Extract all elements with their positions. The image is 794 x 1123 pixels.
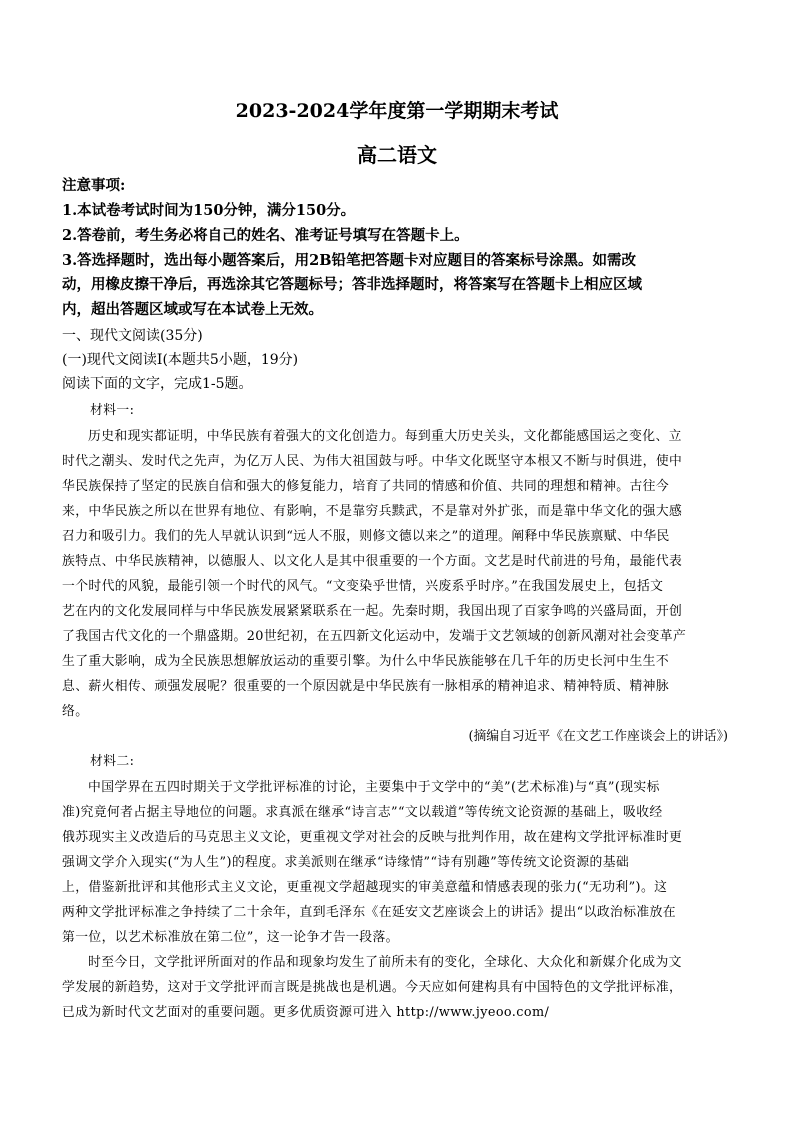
material1-line: 络。 <box>62 704 89 719</box>
material1-source: (摘编自习近平《在文艺工作座谈会上的讲话》) <box>468 729 728 744</box>
material2-line: 已成为新时代文艺面对的重要问题。更多优质资源可进入 http://www.jyeoo.com/ <box>62 1005 550 1020</box>
section-subheading: (一)现代文阅读Ⅰ(本题共5小题，19分) <box>62 352 299 368</box>
exam-title: 2023-2024学年度第一学期期末考试 <box>235 100 559 122</box>
material1-line: 族特点、中华民族精神，以德服人、以文化人是其中很重要的一个方面。文艺是时代前进的号角，最能代表 <box>62 554 683 569</box>
material1-line: 一个时代的风貌，最能引领一个时代的风气。“文变染乎世情，兴废系乎时序。”在我国发展史上，包括文 <box>62 579 664 594</box>
notice-line: 动，用橡皮擦干净后，再选涂其它答题标号；答非选择题时，将答案写在答题卡上相应区域 <box>62 276 642 293</box>
material2-line: 准)究竟何者占据主导地位的问题。求真派在继承“诗言志”“文以载道”等传统文论资源的基础上，吸收经 <box>62 805 663 820</box>
material1-line: 时代之潮头、发时代之先声，为亿万人民、为伟大祖国鼓与呼。中华文化既坚守本根又不断与时俱进，使中 <box>62 454 683 469</box>
material1-line: 历史和现实都证明，中华民族有着强大的文化创造力。每到重大历史关头，文化都能感国运之变化、立 <box>88 429 682 444</box>
notice-heading: 注意事项: <box>62 177 126 194</box>
material2-line: 学发展的新趋势，这对于文学批评而言既是挑战也是机遇。今天应如何建构具有中国特色的文学批评标准， <box>62 980 683 995</box>
material1-line: 了我国古代文化的一个鼎盛期。20世纪初，在五四新文化运动中，发端于文艺领域的创新风潮对社会变革产 <box>62 629 687 644</box>
notice-line: 3.答选择题时，选出每小题答案后，用2B铅笔把答题卡对应题目的答案标号涂黑。如需改 <box>62 252 636 269</box>
notice-line: 1.本试卷考试时间为150分钟，满分150分。 <box>62 202 356 219</box>
notice-line: 内，超出答题区域或写在本试卷上无效。 <box>62 301 323 318</box>
material2-label: 材料二: <box>90 754 135 769</box>
section-instruction: 阅读下面的文字，完成1-5题。 <box>62 376 253 392</box>
section-heading: 一、现代文阅读(35分) <box>62 328 203 344</box>
material2-line: 俄苏现实主义改造后的马克思主义文论，更重视文学对社会的反映与批判作用，故在建构文学批评标准时更 <box>62 830 683 845</box>
material1-line: 华民族保持了坚定的民族自信和强大的修复能力，培育了共同的情感和价值、共同的理想和精神。古往今 <box>62 479 670 494</box>
material2-line: 第一位，以艺术标准放在第二位”，这一论争才告一段落。 <box>62 930 399 945</box>
material1-line: 生了重大影响，成为全民族思想解放运动的重要引擎。为什么中华民族能够在几千年的历史长河中生生不 <box>62 654 670 669</box>
material2-line: 强调文学介入现实(“为人生”)的程度。求美派则在继承“诗缘情”“诗有别趣”等传统文论资源的基础 <box>62 855 630 870</box>
exam-subtitle: 高二语文 <box>357 143 437 167</box>
material2-line: 上，借鉴新批评和其他形式主义文论，更重视文学超越现实的审美意蕴和情感表现的张力(“无功利”)。这 <box>62 880 668 895</box>
material1-line: 艺在内的文化发展同样与中华民族发展紧紧联系在一起。先秦时期，我国出现了百家争鸣的兴盛局面，开创 <box>62 604 683 619</box>
material2-line: 时至今日，文学批评所面对的作品和现象均发生了前所未有的变化，全球化、大众化和新媒介化成为文 <box>88 955 682 970</box>
material2-line: 两种文学批评标准之争持续了二十余年，直到毛泽东《在延安文艺座谈会上的讲话》提出“以政治标准放在 <box>62 905 676 920</box>
material1-label: 材料一: <box>90 403 135 418</box>
material1-line: 召力和吸引力。我们的先人早就认识到“远人不服，则修文德以来之”的道理。阐释中华民族禀赋、中华民 <box>62 529 670 544</box>
material1-line: 息、薪火相传、顽强发展呢？很重要的一个原因就是中华民族有一脉相承的精神追求、精神特质、精神脉 <box>62 679 670 694</box>
material2-line: 中国学界在五四时期关于文学批评标准的讨论，主要集中于文学中的“美”(艺术标准)与“真”(现实标 <box>88 780 660 795</box>
material1-line: 来，中华民族之所以在世界有地位、有影响，不是靠穷兵黩武，不是靠对外扩张，而是靠中华文化的强大感 <box>62 504 683 519</box>
notice-line: 2.答卷前，考生务必将自己的姓名、准考证号填写在答题卡上。 <box>62 227 469 244</box>
